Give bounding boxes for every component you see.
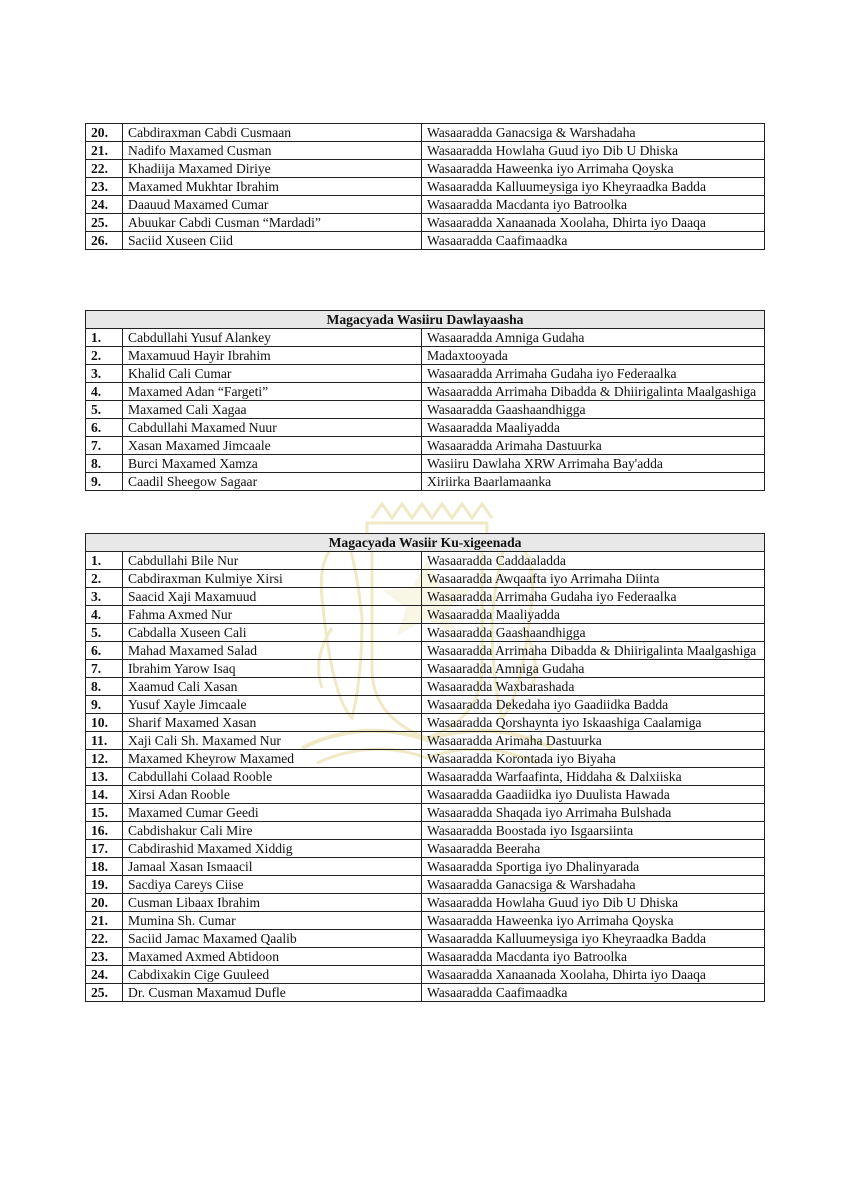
table-row xyxy=(86,570,765,588)
person-name: Maxamuud Hayir Ibrahim xyxy=(123,347,422,365)
ministry-name: Wasaaradda Amniga Gudaha xyxy=(422,660,765,678)
ministry-name: Wasaaradda Arimaha Dastuurka xyxy=(422,732,765,750)
ministry-name: Wasaaradda Caafimaadka xyxy=(422,984,765,1002)
row-number: 9. xyxy=(86,696,123,714)
row-number: 5. xyxy=(86,624,123,642)
table-row xyxy=(86,214,765,232)
person-name: Cabdullahi Yusuf Alankey xyxy=(123,329,422,347)
person-name: Sharif Maxamed Xasan xyxy=(123,714,422,732)
row-number: 11. xyxy=(86,732,123,750)
table-row xyxy=(86,912,765,930)
row-number: 21. xyxy=(86,912,123,930)
person-name: Daauud Maxamed Cumar xyxy=(123,196,422,214)
ministry-name: Wasaaradda Warfaafinta, Hiddaha & Dalxiiska xyxy=(422,768,765,786)
person-name: Cusman Libaax Ibrahim xyxy=(123,894,422,912)
ministry-name: Wasaaradda Macdanta iyo Batroolka xyxy=(422,196,765,214)
person-name: Saacid Xaji Maxamuud xyxy=(123,588,422,606)
row-number: 20. xyxy=(86,894,123,912)
ministry-name: Wasaaradda Arrimaha Gudaha iyo Federaalka xyxy=(422,365,765,383)
person-name: Burci Maxamed Xamza xyxy=(123,455,422,473)
row-number: 19. xyxy=(86,876,123,894)
person-name: Cabdiraxman Kulmiye Xirsi xyxy=(123,570,422,588)
table-row xyxy=(86,876,765,894)
ministry-name: Wasaaradda Boostada iyo Isgaarsiinta xyxy=(422,822,765,840)
person-name: Nadifo Maxamed Cusman xyxy=(123,142,422,160)
row-number: 15. xyxy=(86,804,123,822)
table-row xyxy=(86,804,765,822)
person-name: Maxamed Cali Xagaa xyxy=(123,401,422,419)
ministry-name: Madaxtooyada xyxy=(422,347,765,365)
person-name: Cabdullahi Colaad Rooble xyxy=(123,768,422,786)
table-row xyxy=(86,232,765,250)
ministry-name: Wasaaradda Caddaaladda xyxy=(422,552,765,570)
row-number: 7. xyxy=(86,660,123,678)
ministry-name: Wasaaradda Gaadiidka iyo Duulista Hawada xyxy=(422,786,765,804)
ministry-name: Wasaaradda Gaashaandhigga xyxy=(422,401,765,419)
row-number: 16. xyxy=(86,822,123,840)
table-row xyxy=(86,552,765,570)
ministry-name: Wasaaradda Xanaanada Xoolaha, Dhirta iyo Daaqa xyxy=(422,966,765,984)
ministry-name: Wasaaradda Arimaha Dastuurka xyxy=(422,437,765,455)
table-row xyxy=(86,383,765,401)
person-name: Mumina Sh. Cumar xyxy=(123,912,422,930)
person-name: Cabdullahi Maxamed Nuur xyxy=(123,419,422,437)
table-row xyxy=(86,178,765,196)
ministry-name: Wasaaradda Maaliyadda xyxy=(422,419,765,437)
ministry-name: Wasaaradda Beeraha xyxy=(422,840,765,858)
table-row xyxy=(86,822,765,840)
row-number: 2. xyxy=(86,570,123,588)
ministry-name: Wasaaradda Korontada iyo Biyaha xyxy=(422,750,765,768)
table-row xyxy=(86,750,765,768)
state-ministers-table-body xyxy=(86,329,765,491)
person-name: Cabdirashid Maxamed Xiddig xyxy=(123,840,422,858)
table-row xyxy=(86,624,765,642)
table-row xyxy=(86,329,765,347)
ministry-name: Xiriirka Baarlamaanka xyxy=(422,473,765,491)
ministers-table-continued xyxy=(85,123,765,250)
table-row xyxy=(86,588,765,606)
deputy-ministers-table-body xyxy=(86,552,765,1002)
row-number: 17. xyxy=(86,840,123,858)
ministry-name: Wasaaradda Howlaha Guud iyo Dib U Dhiska xyxy=(422,894,765,912)
person-name: Khadiija Maxamed Diriye xyxy=(123,160,422,178)
ministry-name: Wasaaradda Maaliyadda xyxy=(422,606,765,624)
person-name: Fahma Axmed Nur xyxy=(123,606,422,624)
ministry-name: Wasaaradda Awqaafta iyo Arrimaha Diinta xyxy=(422,570,765,588)
person-name: Khalid Cali Cumar xyxy=(123,365,422,383)
table-row xyxy=(86,642,765,660)
ministry-name: Wasaaradda Haweenka iyo Arrimaha Qoyska xyxy=(422,912,765,930)
table-row xyxy=(86,347,765,365)
row-number: 23. xyxy=(86,178,123,196)
table-row xyxy=(86,401,765,419)
row-number: 4. xyxy=(86,383,123,401)
ministry-name: Wasaaradda Macdanta iyo Batroolka xyxy=(422,948,765,966)
row-number: 6. xyxy=(86,419,123,437)
ministry-name: Wasaaradda Qorshaynta iyo Iskaashiga Caalamiga xyxy=(422,714,765,732)
row-number: 4. xyxy=(86,606,123,624)
ministry-name: Wasaaradda Arrimaha Gudaha iyo Federaalka xyxy=(422,588,765,606)
row-number: 12. xyxy=(86,750,123,768)
person-name: Sacdiya Careys Ciise xyxy=(123,876,422,894)
row-number: 20. xyxy=(86,124,123,142)
person-name: Maxamed Adan “Fargeti” xyxy=(123,383,422,401)
person-name: Caadil Sheegow Sagaar xyxy=(123,473,422,491)
person-name: Maxamed Axmed Abtidoon xyxy=(123,948,422,966)
row-number: 9. xyxy=(86,473,123,491)
person-name: Maxamed Kheyrow Maxamed xyxy=(123,750,422,768)
ministry-name: Wasaaradda Caafimaadka xyxy=(422,232,765,250)
section-title-row xyxy=(86,534,765,552)
ministry-name: Wasaaradda Kalluumeysiga iyo Kheyraadka Badda xyxy=(422,178,765,196)
person-name: Cabdixakin Cige Guuleed xyxy=(123,966,422,984)
row-number: 1. xyxy=(86,552,123,570)
table-row xyxy=(86,840,765,858)
table-row xyxy=(86,894,765,912)
table-row xyxy=(86,419,765,437)
row-number: 3. xyxy=(86,365,123,383)
table-row xyxy=(86,473,765,491)
ministers-table-body xyxy=(86,124,765,250)
ministry-name: Wasaaradda Ganacsiga & Warshadaha xyxy=(422,124,765,142)
row-number: 5. xyxy=(86,401,123,419)
ministry-name: Wasaaradda Sportiga iyo Dhalinyarada xyxy=(422,858,765,876)
row-number: 24. xyxy=(86,966,123,984)
person-name: Abuukar Cabdi Cusman “Mardadi” xyxy=(123,214,422,232)
section-title: Magacyada Wasiir Ku-xigeenada xyxy=(86,534,765,552)
person-name: Ibrahim Yarow Isaq xyxy=(123,660,422,678)
table-row xyxy=(86,768,765,786)
person-name: Saciid Xuseen Ciid xyxy=(123,232,422,250)
table-row xyxy=(86,455,765,473)
table-row xyxy=(86,966,765,984)
row-number: 6. xyxy=(86,642,123,660)
row-number: 26. xyxy=(86,232,123,250)
row-number: 10. xyxy=(86,714,123,732)
person-name: Saciid Jamac Maxamed Qaalib xyxy=(123,930,422,948)
table-row xyxy=(86,160,765,178)
table-row xyxy=(86,124,765,142)
ministry-name: Wasaaradda Arrimaha Dibadda & Dhiirigalinta Maalgashiga xyxy=(422,383,765,401)
ministry-name: Wasaaradda Haweenka iyo Arrimaha Qoyska xyxy=(422,160,765,178)
row-number: 24. xyxy=(86,196,123,214)
person-name: Maxamed Mukhtar Ibrahim xyxy=(123,178,422,196)
person-name: Maxamed Cumar Geedi xyxy=(123,804,422,822)
person-name: Yusuf Xayle Jimcaale xyxy=(123,696,422,714)
ministry-name: Wasiiru Dawlaha XRW Arrimaha Bay'adda xyxy=(422,455,765,473)
section-title-row xyxy=(86,311,765,329)
row-number: 23. xyxy=(86,948,123,966)
table-row xyxy=(86,365,765,383)
ministry-name: Wasaaradda Xanaanada Xoolaha, Dhirta iyo Daaqa xyxy=(422,214,765,232)
table-row xyxy=(86,858,765,876)
table-row xyxy=(86,437,765,455)
ministry-name: Wasaaradda Ganacsiga & Warshadaha xyxy=(422,876,765,894)
ministry-name: Wasaaradda Gaashaandhigga xyxy=(422,624,765,642)
table-row xyxy=(86,786,765,804)
row-number: 2. xyxy=(86,347,123,365)
ministry-name: Wasaaradda Waxbarashada xyxy=(422,678,765,696)
table-row xyxy=(86,142,765,160)
ministry-name: Wasaaradda Arrimaha Dibadda & Dhiirigalinta Maalgashiga xyxy=(422,642,765,660)
person-name: Cabdullahi Bile Nur xyxy=(123,552,422,570)
person-name: Mahad Maxamed Salad xyxy=(123,642,422,660)
table-row xyxy=(86,660,765,678)
row-number: 1. xyxy=(86,329,123,347)
row-number: 25. xyxy=(86,214,123,232)
row-number: 8. xyxy=(86,455,123,473)
deputy-ministers-table xyxy=(85,533,765,1002)
person-name: Cabdiraxman Cabdi Cusmaan xyxy=(123,124,422,142)
row-number: 7. xyxy=(86,437,123,455)
table-row xyxy=(86,930,765,948)
table-row xyxy=(86,606,765,624)
row-number: 18. xyxy=(86,858,123,876)
person-name: Xasan Maxamed Jimcaale xyxy=(123,437,422,455)
person-name: Cabdalla Xuseen Cali xyxy=(123,624,422,642)
person-name: Xaji Cali Sh. Maxamed Nur xyxy=(123,732,422,750)
table-row xyxy=(86,714,765,732)
ministry-name: Wasaaradda Shaqada iyo Arrimaha Bulshada xyxy=(422,804,765,822)
person-name: Xirsi Adan Rooble xyxy=(123,786,422,804)
ministry-name: Wasaaradda Howlaha Guud iyo Dib U Dhiska xyxy=(422,142,765,160)
row-number: 22. xyxy=(86,160,123,178)
row-number: 3. xyxy=(86,588,123,606)
person-name: Xaamud Cali Xasan xyxy=(123,678,422,696)
table-row xyxy=(86,678,765,696)
row-number: 8. xyxy=(86,678,123,696)
table-row xyxy=(86,984,765,1002)
person-name: Jamaal Xasan Ismaacil xyxy=(123,858,422,876)
row-number: 21. xyxy=(86,142,123,160)
person-name: Dr. Cusman Maxamud Dufle xyxy=(123,984,422,1002)
person-name: Cabdishakur Cali Mire xyxy=(123,822,422,840)
table-row xyxy=(86,196,765,214)
ministry-name: Wasaaradda Dekedaha iyo Gaadiidka Badda xyxy=(422,696,765,714)
row-number: 13. xyxy=(86,768,123,786)
section-title: Magacyada Wasiiru Dawlayaasha xyxy=(86,311,765,329)
row-number: 22. xyxy=(86,930,123,948)
table-row xyxy=(86,948,765,966)
row-number: 25. xyxy=(86,984,123,1002)
table-row xyxy=(86,732,765,750)
row-number: 14. xyxy=(86,786,123,804)
ministry-name: Wasaaradda Kalluumeysiga iyo Kheyraadka Badda xyxy=(422,930,765,948)
ministry-name: Wasaaradda Amniga Gudaha xyxy=(422,329,765,347)
table-row xyxy=(86,696,765,714)
state-ministers-table xyxy=(85,310,765,491)
